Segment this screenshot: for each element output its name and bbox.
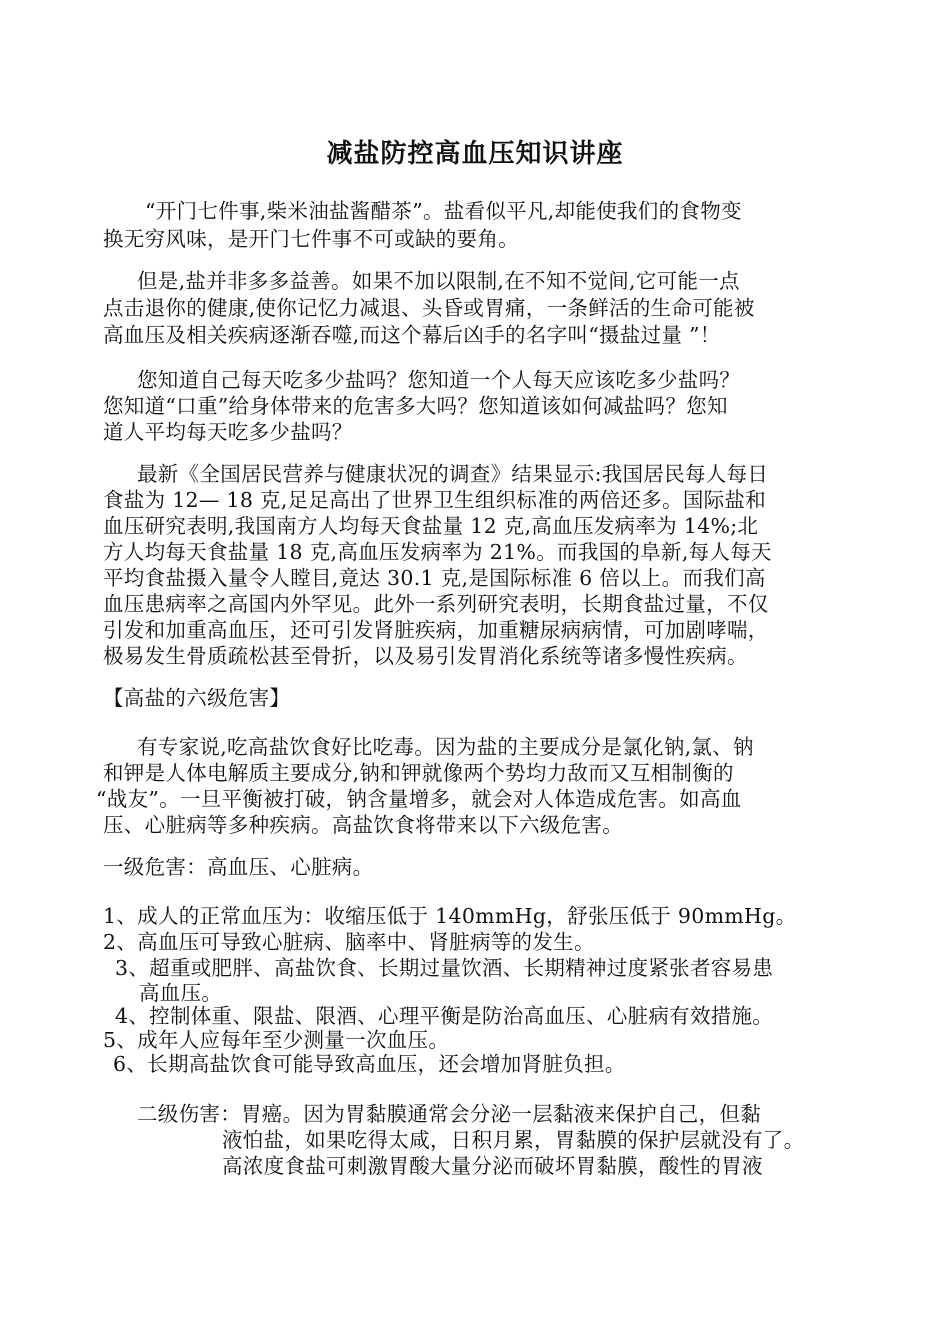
paragraph-line: 平均食盐摄入量令人瞠目,竟达 30.1 克,是国际标准 6 倍以上。而我们高	[103, 566, 766, 590]
paragraph-line: 引发和加重高血压，还可引发肾脏疾病，加重糖尿病病情，可加剧哮喘，	[103, 618, 769, 642]
paragraph-line: 最新《全国居民营养与健康状况的调查》结果显示:我国居民每人每日	[137, 462, 769, 486]
paragraph-line: 方人均每天食盐量 18 克,高血压发病率为 21%。而我国的阜新,每人每天	[103, 540, 772, 564]
paragraph-line: 但是,盐并非多多益善。如果不加以限制,在不知不觉间,它可能一点	[137, 269, 740, 293]
paragraph-line: 道人平均每天吃多少盐吗？	[103, 420, 353, 444]
list-item: 3、超重或肥胖、高盐饮食、长期过量饮酒、长期精神过度紧张者容易患	[115, 956, 774, 980]
paragraph-line: “战友”。一旦平衡被打破，钠含量增多，就会对人体造成危害。如高血	[96, 787, 742, 811]
level-one-heading: 一级危害：高血压、心脏病。	[103, 855, 374, 879]
list-item: 5、成年人应每年至少测量一次血压。	[103, 1028, 450, 1052]
paragraph-line: 血压患病率之高国内外罕见。此外一系列研究表明，长期食盐过量，不仅	[103, 592, 769, 616]
level-two-paragraph-line: 液怕盐，如果吃得太咸，日积月累，胃黏膜的保护层就没有了。	[222, 1128, 805, 1152]
list-item: 1、成人的正常血压为：收缩压低于 140mmHg，舒张压低于 90mmHg。	[103, 904, 797, 928]
list-item: 2、高血压可导致心脏病、脑率中、肾脏病等的发生。	[103, 930, 595, 954]
paragraph-line: 换无穷风味，是开门七件事不可或缺的要角。	[103, 227, 519, 251]
list-item: 4、控制体重、限盐、限酒、心理平衡是防治高血压、心脏病有效措施。	[115, 1004, 774, 1028]
paragraph-line: 和钾是人体电解质主要成分,钠和钾就像两个势均力敌而又互相制衡的	[103, 761, 734, 785]
paragraph-line: 血压研究表明,我国南方人均每天食盐量 12 克,高血压发病率为 14%;北	[103, 514, 759, 538]
paragraph-line: 点击退你的健康,使你记忆力减退、头昏或胃痛，一条鲜活的生命可能被	[103, 296, 755, 320]
paragraph-line: “开门七件事,柴米油盐酱醋茶”。盐看似平凡,却能使我们的食物变	[145, 199, 742, 223]
list-item: 6、长期高盐饮食可能导致高血压，还会增加肾脏负担。	[113, 1052, 626, 1076]
list-item-continuation: 高血压。	[139, 981, 223, 1005]
paragraph-line: 您知道“口重”给身体带来的危害多大吗？您知道该如何减盐吗？您知	[103, 394, 728, 418]
paragraph-line: 压、心脏病等多种疾病。高盐饮食将带来以下六级危害。	[103, 813, 623, 837]
level-two-paragraph-line: 二级伤害：胃癌。因为胃黏膜通常会分泌一层黏液来保护自己，但黏	[137, 1102, 761, 1126]
paragraph-line: 极易发生骨质疏松甚至骨折，以及易引发胃消化系统等诸多慢性疾病。	[103, 644, 748, 668]
level-two-paragraph-line: 高浓度食盐可刺激胃酸大量分泌而破坏胃黏膜，酸性的胃液	[222, 1154, 763, 1178]
paragraph-line: 食盐为 12— 18 克,足足高出了世界卫生组织标准的两倍还多。国际盐和	[103, 488, 767, 512]
paragraph-line: 您知道自己每天吃多少盐吗？您知道一个人每天应该吃多少盐吗？	[137, 368, 741, 392]
paragraph-line: 有专家说,吃高盐饮食好比吃毒。因为盐的主要成分是氯化钠,氯、钠	[137, 735, 754, 759]
paragraph-line: 高血压及相关疾病逐渐吞噬,而这个幕后凶手的名字叫“摄盐过量 ”！	[103, 323, 721, 347]
document-title: 减盐防控高血压知识讲座	[326, 139, 624, 169]
section-heading: 【高盐的六级危害】	[103, 686, 291, 710]
